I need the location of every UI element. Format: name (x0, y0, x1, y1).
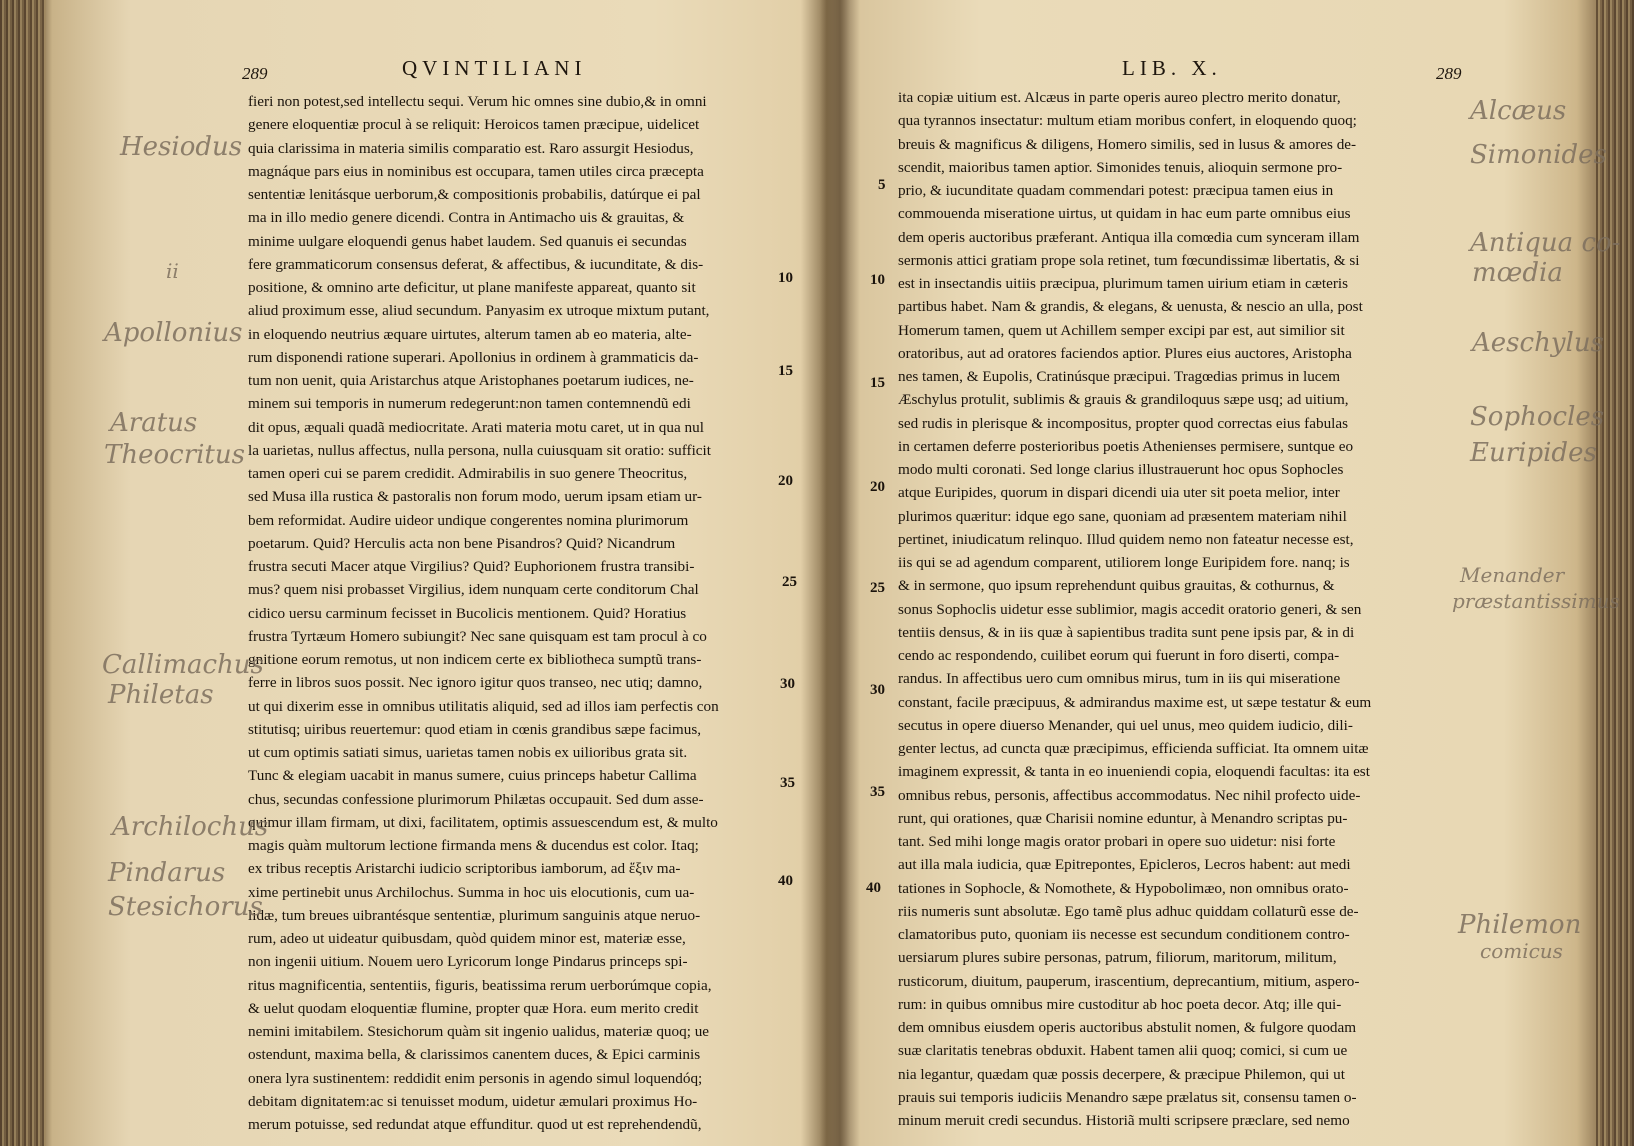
line-number: 10 (778, 270, 793, 286)
marginal-note: Archilochus (112, 812, 269, 842)
marginal-note: Stesichorus (108, 892, 263, 922)
text-line: ritus magnificentia, sententiis, figuris, beatissima rerum uerborúmque copia, (248, 976, 712, 994)
line-number: 5 (878, 177, 886, 193)
text-line: cidico uersu carminum fecisset in Bucolicis mentionem. Quid? Horatius (248, 604, 687, 622)
line-number: 35 (780, 775, 795, 791)
left-text-block (248, 90, 774, 1136)
text-line: constant, facile præcipuus, & admirandus maxime est, ut sæpe testatur & eum (898, 693, 1372, 711)
text-line: Æschylus protulit, sublimis & grauis & grandiloquus sæpe usq; ad uitium, (898, 391, 1349, 409)
marginal-note: Theocritus (104, 440, 245, 470)
marginal-note: Pindarus (108, 858, 226, 888)
left-running-head: QVINTILIANI (402, 56, 587, 80)
text-line: clamatoribus puto, quoniam iis necesse est secundum conditionem contro- (898, 926, 1350, 943)
book-gutter (820, 0, 860, 1146)
left-page (46, 0, 820, 1146)
text-line: scendit, maioribus tamen aptior. Simonides tenuis, alioquin sermone pro- (898, 158, 1343, 176)
text-line: ut cum optimis satiati simus, uarietas tamen nobis ex uilioribus grata sit. (248, 744, 688, 761)
text-line: sed Musa illa rustica & pastoralis non forum modo, uerum ipsam etiam ur- (248, 488, 702, 506)
right-page (860, 0, 1621, 1146)
text-line: merum potuisse, sed redundat atque effunditur. quod ut est reprehendendũ, (248, 1116, 702, 1133)
text-line: gnitione eorum remotus, ut non indicem certe ex bibliotheca sumptũ trans- (248, 651, 702, 668)
text-line: genere eloquentiæ procul à se reliquit: Heroicos tamen præcipue, uidelicet (248, 116, 700, 134)
text-line: nemini imitabilem. Stesichorum quàm sit ingenio ualidus, materiæ quoq; ue (248, 1023, 710, 1040)
text-line: magis quàm multorum lectione firmanda mens & ducendus est color. Itaq; (248, 837, 699, 854)
marginal-note: comicus (1480, 939, 1563, 963)
text-line: in certamen deferre posterioribus poetis Athenienses permisere, suntque eo (898, 437, 1354, 455)
text-line: riis numeris sunt absolutæ. Ego tamẽ plus adhuc quiddam collaturũ esse de- (898, 902, 1359, 920)
text-line: atque Euripides, quorum in dispari dicendi uia uter sit poeta melior, inter (898, 484, 1340, 502)
text-line: sed rudis in plerisque & incompositus, propter quod correctas eius fabulas (898, 414, 1349, 432)
line-number: 25 (870, 580, 885, 596)
marginal-note: Antiqua co- (1470, 228, 1621, 258)
line-number: 15 (778, 363, 793, 379)
text-line: la uarietas, nullus affectus, nulla persona, nulla cuiusquam sit oratio: sufficit (248, 441, 711, 459)
text-line: dem operis auctoribus præferant. Antiqua illa comœdia cum synceram illam (898, 228, 1360, 246)
text-line: tum non uenit, quia Aristarchus atque Aristophanes poetarum iudices, ne- (248, 372, 694, 389)
text-line: tant. Sed mihi longe magis orator probari in opere suo uidetur: nisi forte (898, 833, 1336, 850)
text-line: imaginem expressit, & tanta in eo inueniendi copia, eloquendi facultas: ita est (898, 763, 1370, 781)
text-line: Tunc & elegiam uacabit in manus sumere, cuius princeps habetur Callima (248, 767, 697, 785)
text-line: tamen operi cui se parem credidit. Admirabilis in suo genere Theocritus, (248, 465, 688, 482)
text-line: bem reformidat. Audire uideor undique congerentes nomina plurimorum (248, 511, 689, 529)
text-line: & uelut quodam eloquentiæ flumine, propter quæ Hora. eum merito credit (248, 999, 699, 1017)
line-number: 40 (778, 873, 793, 889)
text-line: partibus habet. Nam & grandis, & elegans, & uenusta, & nescio an ulla, post (898, 298, 1363, 316)
text-line: runt, qui orationes, quæ Charisii nomine eduntur, à Menandro scriptas pu- (898, 809, 1348, 827)
marginal-note: Philemon (1458, 910, 1582, 940)
text-line: quimur illam firmam, ut dixi, facilitatem, optimis assuescendum est, & multo (248, 813, 718, 831)
text-line: rum disponendi ratione superari. Apollonius in ordinem à grammaticis da- (248, 348, 699, 366)
line-number: 20 (778, 473, 793, 489)
text-line: quia clarissima in materia similis comparatio est. Raro assurgit Hesiodus, (248, 139, 694, 157)
page-edges-left (0, 0, 46, 1146)
line-number: 20 (870, 479, 885, 495)
text-line: modo multi coronati. Sed longe clarius illustrauerunt hoc opus Sophocles (898, 461, 1344, 478)
text-line: frustra secuti Macer atque Virgilius? Quid? Euphorionem frustra transibi- (248, 558, 695, 575)
text-line: prauis sui temporis iudiciis Menandro sæpe prælatus sit, consensu tamen o- (898, 1088, 1357, 1106)
text-line: prio, & iucunditate quadam commendari potest: præcipua tamen eius in (898, 182, 1334, 199)
marginal-note: Philetas (108, 680, 214, 710)
text-line: sonus Sophoclis uidetur esse sublimior, magis accedit oratorio generi, & sen (898, 600, 1362, 618)
text-line: ex tribus receptis Aristarchi iudicio scriptoribus iamborum, ad ἕξιν ma- (248, 860, 681, 878)
text-line: qua tyrannos insectatur: multum etiam moribus confert, in eloquendo quoq; (898, 112, 1357, 130)
text-line: ostendunt, maxima bella, & clarissimos canentem duces, & Epici carminis (248, 1046, 701, 1064)
line-number: 10 (870, 272, 885, 288)
text-line: in eloquendo neutrius æquare uirtutes, alterum tamen ab eo materia, alte- (248, 325, 692, 343)
text-line: & in sermone, quo ipsum reprehendunt quibus grauitas, & cothurnus, & (898, 577, 1335, 595)
text-line: sermonis attici gratiam prope sola retinet, tum fœcundissimæ libertatis, & si (898, 251, 1360, 269)
line-number: 25 (782, 574, 797, 590)
text-line: magnáque pars eius in nominibus est occupara, tamen utiles circa præcepta (248, 162, 704, 180)
marginal-note: Apollonius (104, 318, 243, 348)
text-line: poetarum. Quid? Herculis acta non bene Pisandros? Quid? Nicandrum (248, 534, 676, 552)
text-line: frustra Tyrtæum Homero subiungit? Nec sane quisquam est tam procul à co (248, 627, 707, 645)
text-line: non ingenii uitium. Nouem uero Lyricorum longe Pindarus princeps spi- (248, 953, 688, 971)
text-line: rum: in quibus omnibus mire custoditur ab hoc poeta decor. Atq; ille qui- (898, 995, 1342, 1013)
text-line: debitam dignitatem:ac si tenuisset modum, uidetur æmulari proximus Ho- (248, 1092, 698, 1110)
text-line: stitutisq; uiribus reuertemur: quod etiam in cœnis grandibus sæpe facimus, (248, 720, 702, 738)
right-running-head: LIB. X. (1122, 56, 1222, 80)
text-line: tentiis densus, & in iis quæ à sapientibus tradita sunt pene ipsis par, & in di (898, 623, 1355, 641)
text-line: sententiæ lenitásque uerborum,& compositionis probabilis, datúrque ei pal (248, 186, 701, 203)
left-folio: 289 (242, 64, 268, 83)
text-line: nia legantur, quædam quæ possis decerpere, & præcipue Philemon, qui ut (898, 1065, 1345, 1083)
text-line: omnibus rebus, personis, affectibus accommodatus. Nec nihil profecto uide- (898, 786, 1361, 804)
line-number: 30 (780, 676, 795, 692)
text-line: ma in illo medio genere dicendi. Contra in Antimacho uis & grauitas, & (248, 209, 685, 227)
text-line: est in insectandis uitiis præcipua, plurimum tamen uirium etiam in cæteris (898, 275, 1349, 292)
text-line: ita copiæ uitium est. Alcæus in parte operis aureo plectro merito donatur, (898, 89, 1341, 106)
right-folio: 289 (1436, 64, 1462, 83)
text-line: nes tamen, & Eupolis, Cratinúsque præcipui. Tragœdias primus in lucem (898, 368, 1341, 385)
marginal-note: Sophocles (1470, 402, 1605, 432)
text-line: commouenda miseratione uirtus, ut quidam in hac eum parte omnibus eius (898, 205, 1351, 223)
line-number: 30 (870, 682, 885, 698)
text-line: ut qui dixerim esse in omnibus utilitatis aliquid, sed ad illos iam perfectis con (248, 697, 719, 715)
text-line: uersiarum plures subire personas, patrum, filiorum, maritorum, militum, (898, 949, 1337, 967)
marginal-note: Aeschylus (1472, 328, 1604, 358)
marginal-note: mœdia (1472, 258, 1563, 288)
text-line: chus, secundas confessione plurimorum Philætas occupauit. Sed dum asse- (248, 790, 704, 808)
text-line: minime uulgare eloquendi genus habet laudem. Sed quanuis ei secundas (248, 232, 687, 250)
text-line: plurimos quæritur: idque ego sane, quoniam ad præsentem materiam nihil (898, 507, 1347, 525)
text-line: dit opus, æquali quadã mediocritate. Arati materia motu caret, ut in qua nul (248, 418, 704, 436)
text-line: oratoribus, aut ad oratores faciendos aptior. Plures eius auctores, Aristopha (898, 344, 1352, 362)
marginal-note: Simonides (1470, 140, 1607, 170)
line-number: 35 (870, 784, 885, 800)
text-line: rusticorum, diuitum, pauperum, irascentium, deprecantium, mitium, aspero- (898, 972, 1360, 990)
right-text-block (898, 86, 1418, 1132)
text-line: secutus in opere diuerso Menander, qui uel unus, meo quidem iudicio, dili- (898, 716, 1353, 734)
text-line: randus. In affectibus uero cum omnibus mirus, tum in iis qui miseratione (898, 670, 1341, 688)
text-line: cendo ac respondendo, cuilibet eorum qui fuerunt in foro diserti, compa- (898, 647, 1340, 664)
text-line: tationes in Sophocle, & Nomothete, & Hypobolimæo, non omnibus orato- (898, 879, 1349, 897)
marginal-note: Euripides (1470, 438, 1597, 468)
text-line: aut illa mala iudicia, quæ Epitrepontes, Epicleros, Lecros habent: aut medi (898, 856, 1351, 874)
text-line: iis qui se ad agendum comparent, utiliorem longe Euripidem fore. nanq; is (898, 554, 1350, 571)
text-line: lidæ, tum breues uibrantésque sententiæ, plurimum sanguinis atque neruo- (248, 906, 701, 924)
text-line: pertinet, iniudicatum relinquo. Illud quidem nemo non fateatur necesse est, (898, 530, 1354, 548)
text-line: fieri non potest,sed intellectu sequi. Verum hic omnes sine dubio,& in omni (248, 93, 707, 110)
text-line: xime pertinebit unus Archilochus. Summa in hoc uis elocutionis, cum ua- (248, 883, 695, 901)
text-line: minum meruit credi secundus. Historiã multi scripsere præclare, sed nemo (898, 1112, 1350, 1129)
text-line: rum, adeo ut uideatur quibusdam, quòd quidem minor est, materiæ esse, (248, 930, 686, 947)
text-line: minem sui temporis in numerum redegerunt:non tamen contemnendũ edi (248, 395, 691, 413)
text-line: breuis & magnificus & diligens, Homero similis, sed in lusus & amores de- (898, 135, 1357, 153)
text-line: dem omnibus eiusdem operis auctoribus abstulit nomen, & fulgore quodam (898, 1019, 1357, 1036)
marginal-note: Menander (1460, 563, 1565, 587)
text-line: ferre in libros suos possit. Nec ignoro igitur quos transeo, nec utiq; damno, (248, 674, 703, 692)
text-line: suæ claritatis tenebras obduxit. Habent tamen alii quoq; comici, si cum ue (898, 1042, 1348, 1060)
marginal-note: Callimachus (102, 650, 264, 680)
marginal-note: Hesiodus (120, 132, 243, 162)
marginal-note: Aratus (110, 408, 198, 438)
text-line: positione, & omnino arte deficitur, ut plane manifeste appareat, quanto sit (248, 279, 696, 296)
text-line: mus? quem nisi probasset Virgilius, idem nunquam certe conditorum Chal (248, 581, 699, 599)
text-line: Homerum tamen, quem ut Achillem semper excipi par est, aut similior sit (898, 321, 1345, 339)
marginal-note: Alcæus (1470, 96, 1567, 126)
text-line: fere grammaticorum consensus deferat, & affectibus, & iucunditate, & dis- (248, 255, 704, 273)
marginal-note: præstantissimus (1452, 589, 1620, 613)
marginal-note: ii (166, 259, 179, 283)
line-number: 40 (866, 880, 881, 896)
page-edges-right (1596, 0, 1634, 1146)
text-line: genter lectus, ad cuncta quæ præcipimus, efficienda sufficiat. Ita omnem uitæ (898, 740, 1369, 757)
text-line: aliud proximum esse, aliud secundum. Panyasim ex utroque mixtum putant, (248, 302, 710, 320)
text-line: onera lyra sustinentem: reddidit enim personis in agendo simul loquendóq; (248, 1069, 703, 1087)
line-number: 15 (870, 375, 885, 391)
